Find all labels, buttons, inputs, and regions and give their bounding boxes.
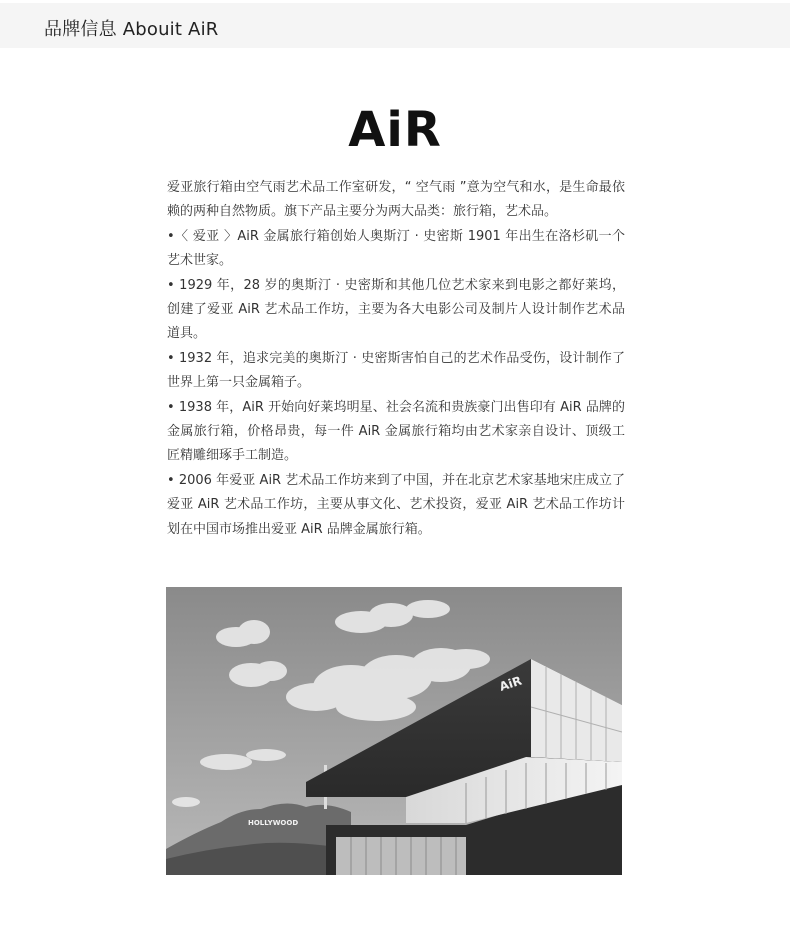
history-item-2006: • 2006 年爱亚 AiR 艺术品工作坊来到了中国，并在北京艺术家基地宋庄成立了爱亚 AiR 艺术品工作坊，主要从事文化、艺术投资，爱亚 AiR 艺术品工作坊计划在中国市场推出爱亚 AiR 品牌金属旅行箱。 xyxy=(167,472,625,537)
brand-description xyxy=(167,176,625,542)
history-item-1929: • 1929 年，28 岁的奥斯汀 · 史密斯和其他几位艺术家来到电影之都好莱坞，创建了爱亚 AiR 艺术品工作坊，主要为各大电影公司及制片人设计制作艺术品道具。 xyxy=(167,277,625,342)
intro-paragraph: 爱亚旅行箱由空气雨艺术品工作室研发，“ 空气雨 ”意为空气和水，是生命最依赖的两种自然物质。旗下产品主要分为两大品类：旅行箱，艺术品。 xyxy=(167,180,625,220)
hillside-sign: HOLLYWOOD xyxy=(248,819,299,827)
brand-logo: AiR xyxy=(348,102,442,158)
history-item-1932: • 1932 年，追求完美的奥斯汀 · 史密斯害怕自己的艺术作品受伤，设计制作了世界上第一只金属箱子。 xyxy=(167,350,625,391)
building-sign: AiR xyxy=(497,673,524,694)
top-bar xyxy=(0,3,790,48)
history-item-founder: •〈 爱亚 〉AiR 金属旅行箱创始人奥斯汀 · 史密斯 1901 年出生在洛杉矶一个艺术世家。 xyxy=(167,228,625,269)
building-photo xyxy=(166,587,622,875)
history-item-1938: • 1938 年，AiR 开始向好莱坞明星、社会名流和贵族豪门出售印有 AiR 品牌的金属旅行箱，价格昂贵，每一件 AiR 金属旅行箱均由艺术家亲自设计、顶级工匠精雕细琢手工制造。 xyxy=(167,399,625,464)
page-title: 品牌信息 Abouit AiR xyxy=(44,19,219,40)
